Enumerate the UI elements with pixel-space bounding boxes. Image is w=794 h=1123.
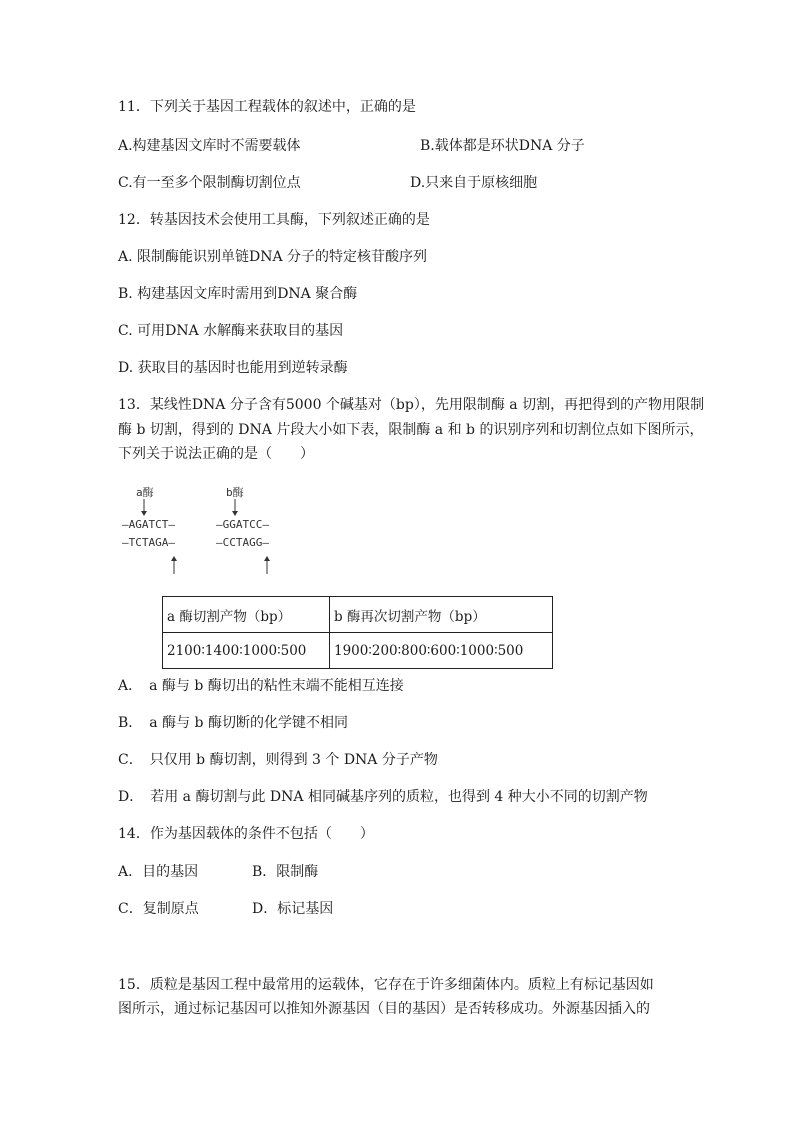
q14-option-c: C．复制原点 [118,901,199,917]
enzyme-a-top-strand: —AGATCT— [122,518,175,531]
restriction-site-diagram [118,480,318,580]
q15-stem-line1: 15．质粒是基因工程中最常用的运载体，它存在于许多细菌体内。质粒上有标记基因如 [118,977,654,993]
enzyme-a-label: a酶 [136,486,154,499]
q12-option-a: A. 限制酶能识别单链DNA 分子的特定核苷酸序列 [118,249,428,265]
cut-arrowhead-b-top [232,511,238,516]
cut-arrowhead-b-bottom [264,556,270,561]
q13-option-a: A． a 酶与 b 酶切出的粘性末端不能相互连接 [118,678,404,694]
cut-arrowhead-a-top [141,511,147,516]
q11-stem: 11．下列关于基因工程载体的叙述中，正确的是 [118,99,416,115]
q13-stem-line1: 13．某线性DNA 分子含有5000 个碱基对（bp），先用限制酶 a 切割，再把得到的产物用限制 [118,397,705,413]
cut-arrowhead-a-bottom [171,556,177,561]
q13-option-b: B． a 酶与 b 酶切断的化学键不相同 [118,715,348,731]
enzyme-b-label: b酶 [226,486,244,499]
q14-stem: 14．作为基因载体的条件不包括（ ） [118,826,374,842]
q13-option-d: D． 若用 a 酶切割与此 DNA 相同碱基序列的质粒，也得到 4 种大小不同的切割产物 [118,789,648,805]
q12-stem: 12．转基因技术会使用工具酶，下列叙述正确的是 [118,212,430,228]
q12-option-c: C. 可用DNA 水解酶来获取目的基因 [118,323,344,339]
table-header-row [163,597,553,633]
q11-option-b: B.载体都是环状DNA 分子 [420,138,585,154]
table-cell-b: 1900∶200∶800∶600∶1000∶500 [330,633,553,669]
q14-option-d: D．标记基因 [252,901,334,917]
table-cell-a: 2100∶1400∶1000∶500 [163,633,330,669]
q11-option-c: C.有一至多个限制酶切割位点 [118,175,301,191]
table-header-a: a 酶切割产物（bp） [163,597,330,633]
enzyme-b-bottom-strand: —CCTAGG— [216,536,269,549]
q13-option-c: C． 只仅用 b 酶切割，则得到 3 个 DNA 分子产物 [118,752,438,768]
table-row [163,633,553,669]
q12-option-b: B. 构建基因文库时需用到DNA 聚合酶 [118,286,358,302]
enzyme-a-bottom-strand: —TCTAGA— [122,536,175,549]
q12-option-d: D. 获取目的基因时也能用到逆转录酶 [118,360,348,376]
q13-stem-line2: 酶 b 切割，得到的 DNA 片段大小如下表，限制酶 a 和 b 的识别序列和切割位点如下图所示， [118,422,704,438]
q11-option-a: A.构建基因文库时不需要载体 [118,138,301,154]
q15-stem-line2: 图所示，通过标记基因可以推知外源基因（目的基因）是否转移成功。外源基因插入的 [118,1001,650,1017]
q11-option-d: D.只来自于原核细胞 [410,175,538,191]
q14-option-b: B．限制酶 [252,864,319,880]
q14-option-a: A．目的基因 [118,864,199,880]
table-header-b: b 酶再次切割产物（bp） [330,597,553,633]
cleavage-products-table [162,596,553,669]
q13-stem-line3: 下列关于说法正确的是（ ） [118,446,314,462]
enzyme-b-top-strand: —GGATCC— [216,518,269,531]
